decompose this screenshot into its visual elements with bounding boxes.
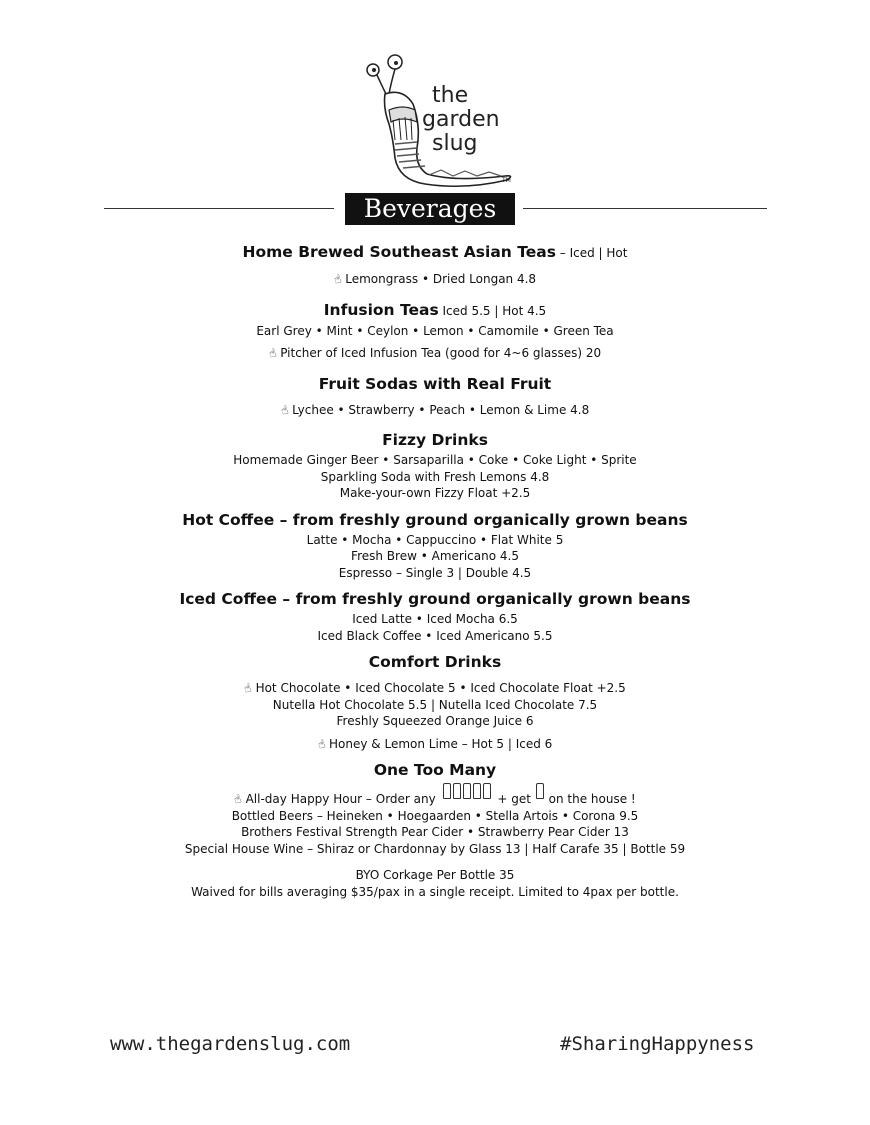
page-title: Beverages [345,193,515,225]
section-title-fizzy: Fizzy Drinks [382,431,488,449]
comfort-honey-lemon-text: Honey & Lemon Lime – Hot 5 | Iced 6 [329,736,553,751]
logo-wordmark [422,84,532,156]
bottle-icon [483,783,491,799]
hot-coffee-items: Latte • Mocha • Cappuccino • Flat White 5 [306,532,564,547]
pear-cider: Brothers Festival Strength Pear Cider • Strawberry Pear Cider 13 [241,825,629,839]
fruit-items [0,402,870,419]
teas-title: Home Brewed Southeast Asian Teas [242,243,556,261]
infusion-title-sub: Iced 5.5 | Hot 4.5 [438,303,547,318]
fizzy-soda: Sparkling Soda with Fresh Lemons 4.8 [320,469,550,484]
thumbs-up-icon: ☝ [242,680,254,696]
section-title-fruit-sodas: Fruit Sodas with Real Fruit [318,374,552,393]
bottled-beers: Bottled Beers – Heineken • Hoegaarden • Stella Artois • Corona 9.5 [231,808,639,823]
spacer [0,288,870,298]
hot-coffee-brew: Fresh Brew • Americano 4.5 [351,549,519,563]
section-title-infusion [0,298,870,323]
bottle-icon [453,783,461,799]
iced-coffee-items: Iced Latte • Iced Mocha 6.5 [352,612,518,626]
fruit-items-text: Lychee • Strawberry • Peach • Lemon & Lime 4.8 [292,402,590,417]
happy-hour-text-b: + get [497,792,531,806]
house-wine: Special House Wine – Shiraz or Chardonnay by Glass 13 | Half Carafe 35 | Bottle 59 [184,841,686,856]
thumbs-up-icon: ☝ [315,735,327,752]
trademark: TM [502,177,511,184]
section-title-one-too-many: One Too Many [373,761,497,779]
spacer [0,418,870,428]
happy-hour [0,788,870,808]
happy-hour-text-c: on the house ! [548,792,636,806]
comfort-orange-juice: Freshly Squeezed Orange Juice 6 [336,714,534,728]
hot-coffee-espresso: Espresso – Single 3 | Double 4.5 [338,565,532,580]
byo-conditions: Waived for bills averaging $35/pax in a single receipt. Limited to 4pax per bottle. [191,884,679,899]
bottle-icon [536,783,544,799]
iced-coffee-black: Iced Black Coffee • Iced Americano 5.5 [317,628,553,643]
comfort-nutella: Nutella Hot Chocolate 5.5 | Nutella Iced Chocolate 7.5 [272,697,598,712]
thumbs-up-icon: ☝ [332,271,343,287]
five-bottles-icon [442,788,492,808]
thumbs-up-icon: ☝ [232,791,244,807]
fizzy-items: Homemade Ginger Beer • Sarsaparilla • Coke • Coke Light • Sprite [233,453,637,467]
bottle-icon [463,783,471,799]
infusion-pitcher [0,345,870,362]
section-title-teas [0,240,870,265]
spacer [0,857,870,867]
infusion-items: Earl Grey • Mint • Ceylon • Lemon • Camomile • Green Tea [256,323,614,338]
byo-corkage: BYO Corkage Per Bottle 35 [355,868,515,882]
logo-word-slug: slug [432,131,478,156]
comfort-chocolate-text: Hot Chocolate • Iced Chocolate 5 • Iced Chocolate Float +2.5 [255,681,626,695]
section-title-iced-coffee: Iced Coffee – from freshly ground organically grown beans [179,590,691,608]
infusion-title: Infusion Teas [323,300,439,319]
teas-title-sub: – Iced | Hot [555,246,628,260]
comfort-honey-lemon [0,736,870,753]
logo-word-the: the [432,83,469,108]
bottle-icon [443,783,451,799]
spacer [0,362,870,372]
fizzy-float: Make-your-own Fizzy Float +2.5 [339,486,531,500]
divider-right [523,208,767,209]
beverage-menu [0,240,870,900]
section-title-comfort: Comfort Drinks [368,653,502,671]
teas-items [0,271,870,288]
thumbs-up-icon: ☝ [278,401,290,418]
logo-word-garden: garden [422,107,500,132]
website-link[interactable]: www.thegardenslug.com [110,1033,351,1055]
comfort-chocolate [0,680,870,697]
thumbs-up-icon: ☝ [267,345,278,361]
bottle-icon [473,783,481,799]
hashtag: #SharingHappyness [560,1033,755,1055]
divider-left [104,208,334,209]
happy-hour-text-a: All-day Happy Hour – Order any [245,792,436,806]
teas-items-text: Lemongrass • Dried Longan 4.8 [345,272,537,286]
section-title-hot-coffee: Hot Coffee – from freshly ground organically grown beans [182,510,688,529]
infusion-pitcher-text: Pitcher of Iced Infusion Tea (good for 4~6 glasses) 20 [280,346,602,360]
